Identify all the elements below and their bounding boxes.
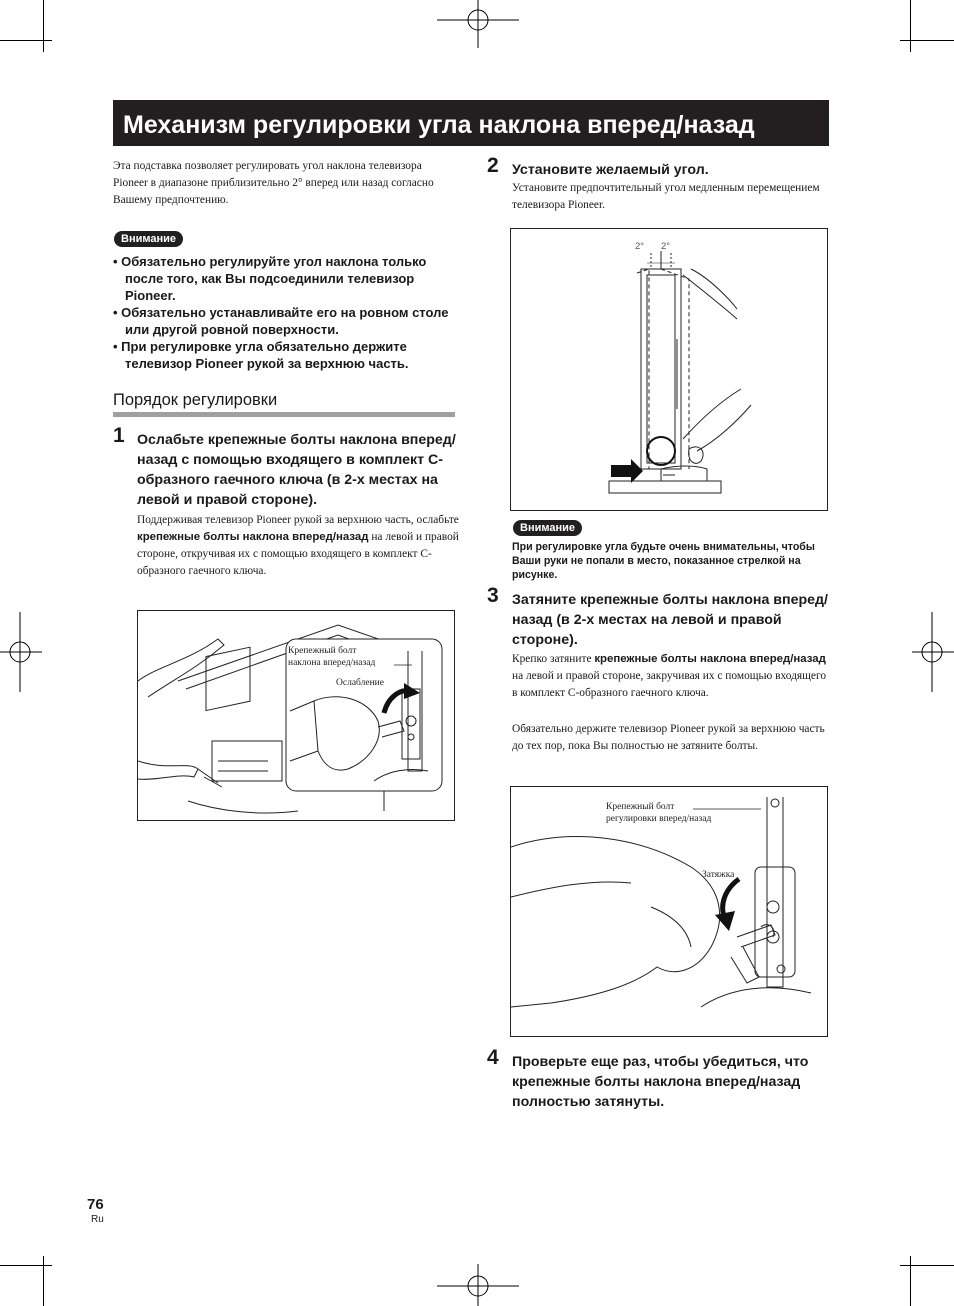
section-heading: Порядок регулировки <box>113 391 455 417</box>
registration-mark-right <box>912 612 954 692</box>
fig3-label-tighten: Затяжка <box>702 870 735 880</box>
caution-item: • При регулировке угла обязательно держите телевизор Pioneer рукой за верхнюю часть. <box>113 339 409 371</box>
step-3-title: Затяните крепежные болты наклона вперед/назад (в 2-х местах на левой и правой стороне). <box>512 592 828 648</box>
intro-paragraph: Эта подставка позволяет регулировать угол наклона телевизора Pioneer в диапазоне приблизительно 2° вперед или назад согласно Вашему предпочтению. <box>113 160 434 206</box>
fig1-label-bolt: Крепежный болт наклона вперед/назад <box>288 646 376 668</box>
caution-2-text: При регулировке угла будьте очень внимательны, чтобы Ваши руки не попали в место, показанное стрелкой на рисунке. <box>512 541 815 581</box>
fig1-label-loosen: Ослабление <box>336 678 384 688</box>
figure-loosen-illustration <box>138 611 454 820</box>
step-3-body: Крепко затяните крепежные болты наклона вперед/назад на левой и правой стороне, закручивая их с помощью входящего в комплект С-образного гаечного ключа. <box>512 653 827 699</box>
step-3-number: 3 <box>487 584 499 607</box>
caution-item: • Обязательно регулируйте угол наклона только после того, как Вы подсоединили телевизор Pioneer. <box>113 254 427 303</box>
step-1-number: 1 <box>113 424 125 447</box>
figure-angle-adjust <box>510 228 828 511</box>
step-2-title: Установите желаемый угол. <box>512 162 709 178</box>
fig2-angle-left: 2° <box>635 241 645 252</box>
fig3-label-bolt: Крепежный болт регулировки вперед/назад <box>606 802 712 824</box>
caution-list <box>113 253 463 372</box>
caution-item: • Обязательно устанавливайте его на ровном столе или другой ровной поверхности. <box>113 305 449 337</box>
step-3-body-2: Обязательно держите телевизор Pioneer рукой за верхнюю часть до тех пор, пока Вы полностью не затяните болты. <box>512 723 825 752</box>
language-code: Ru <box>91 1214 104 1225</box>
page-title: Механизм регулировки угла наклона вперед/назад <box>113 100 829 146</box>
step-1-title: Ослабьте крепежные болты наклона вперед/назад с помощью входящего в комплект С-образного гаечного ключа (в 2-х местах на левой и правой стороне). <box>137 432 456 508</box>
step-2-body: Установите предпочтительный угол медленным перемещением телевизора Pioneer. <box>512 182 820 211</box>
page-number: 76 <box>87 1196 104 1213</box>
step-4-number: 4 <box>487 1046 499 1069</box>
figure-tighten-bolts <box>510 786 828 1037</box>
step-1-body: Поддерживая телевизор Pioneer рукой за верхнюю часть, ослабьте крепежные болты наклона вперед/назад на левой и правой стороне, откручивая их с помощью входящего в комплект С-образного гаечного ключа. <box>137 514 459 577</box>
fig2-angle-right: 2° <box>661 241 671 252</box>
step-4-title: Проверьте еще раз, чтобы убедиться, что крепежные болты наклона вперед/назад полностью затянуты. <box>512 1054 809 1110</box>
caution-badge: Внимание <box>114 231 183 247</box>
registration-mark-bottom <box>437 1262 519 1306</box>
figure-loosen-bolts <box>137 610 455 821</box>
registration-mark-left <box>0 612 42 692</box>
figure-angle-illustration <box>511 229 827 510</box>
registration-mark-top <box>437 0 519 50</box>
caution-badge-2: Внимание <box>513 520 582 536</box>
step-2-number: 2 <box>487 154 499 177</box>
